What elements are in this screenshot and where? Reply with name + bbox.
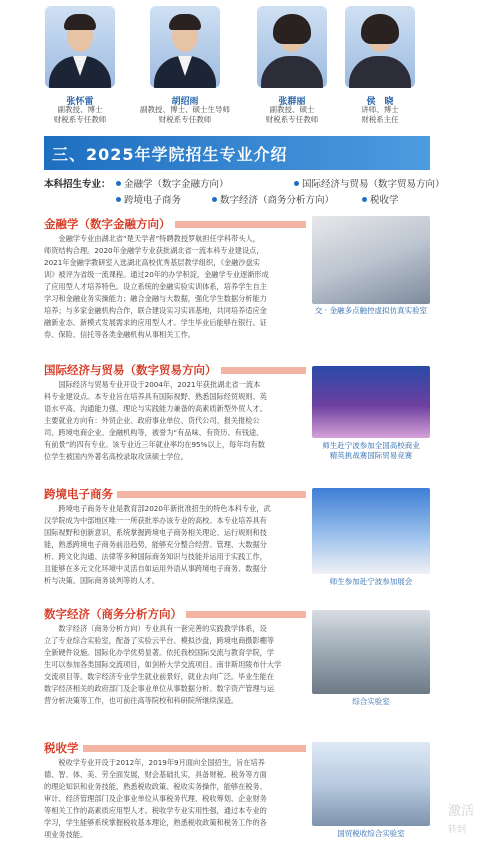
major-heading: 金融学（数字金融方向） [44,216,306,232]
bullet-icon [362,197,367,202]
majors-label: 本科招生专业： [44,179,111,190]
section-header [44,136,430,170]
expo-photo [312,488,430,574]
major-description: 国际经济与贸易专业开设于2004年，2021年获批湖北省一流本 科专业建设点。本专业旨在培养具有国际视野、熟悉国际经贸规则、英 语水平高、沟通能力强、理论与实践能力兼备的高素质新型外贸人才。 主要就业方向有：外贸企业、政府事业单位、货代公司、报关报检公 司、跨境电商企业、金融机构等，被誉为“有品味、有资历、有钱途、 有前景”的四有专业。该专业近三年就业率均在95%以上，每年均有数 位学生被国内外著名高校录取攻读硕士学位。 [44,380,267,461]
photo-caption: 综合实验室 [352,697,390,706]
activation-watermark-sub: 转到 [448,825,467,835]
bullet-icon [116,197,121,202]
major-item: 跨境电子商务 [116,192,181,206]
faculty-photo [45,6,115,88]
lab-photo [312,742,430,826]
section-title: 三、2025年学院招生专业介绍 [52,145,288,164]
lab-photo [312,610,430,694]
activation-watermark: 激活 [448,804,475,819]
bullet-icon [294,181,299,186]
major-item: 数字经济（商务分析方向） [212,192,334,206]
faculty-desc: 副教授、博士 财税系专任教师 [53,105,107,124]
faculty-row [30,0,430,132]
bullet-icon [116,181,121,186]
photo-caption: 师生赴宁波参加全国高校商业 精英挑战赛国际贸易竞赛 [322,441,420,460]
major-description: 税收学专业开设于2012年，2019年9月面向全国招生，旨在培养 德、智、体、美、劳全面发展，财会基础扎实，具备财税、税务等方面 的理论知识和业务技能，熟悉税收政策、税收实务操作，能够在税务、 审计、经济管理部门及企事业单位从事税务代理、税收筹划、企业财务 等相关工作的高素质应用型人才。税收学专业实用性强，通过本专业的 学习，学生能够系统掌握税收基本理论，熟悉税收政策和税务工作的各 项业务技能。 [44,758,267,839]
faculty-desc: 副教授、博士、硕士生导师 财税系专任教师 [140,105,230,124]
photo-caption: 国贸税收综合实验室 [337,829,405,838]
lab-photo [312,216,430,304]
bullet-icon [212,197,217,202]
major-heading: 国际经济与贸易（数字贸易方向） [44,362,306,378]
major-heading: 跨境电子商务 [44,486,306,502]
major-heading: 数字经济（商务分析方向） [44,606,306,622]
faculty-desc: 讲师、博士 财税系主任 [361,105,399,124]
faculty-name: 侯 晓 [366,97,394,107]
photo-caption: 交 · 金融多点触控虚拟仿真实验室 [314,306,428,315]
faculty-name: 胡绍雨 [171,97,199,107]
faculty-name: 张群丽 [278,97,306,107]
major-item: 国际经济与贸易（数字贸易方向） [294,176,445,190]
major-description: 跨境电子商务专业是教育部2020年新批准招生的特色本科专业，武 汉学院成为中部地区唯一一所获批举办该专业的高校。本专业培养具有 国际视野和创新意识，系统掌握跨境电子商务相关理论、运行规则和技 能，熟悉跨境电子商务前沿趋势，能够充分整合经营、管理、大数据分 析、跨文化沟通、法律等多种国际商务知识与技能并运用于实践工作， 且能够在多元文化环境中灵活自如运用外语从事跨境电子商务、数据分 析与决策、国际商务谈判等的人才。 [44,504,271,585]
competition-photo [312,366,430,438]
faculty-photo [345,6,415,88]
major-heading: 税收学 [44,740,306,756]
major-description: 金融学专业由湖北省“楚天学者”特聘教授罗航担任学科带头人， 师资结构合理。2020年金融学专业获批湖北省一流本科专业建设点， 2021年金融学教研室入选湖北高校优秀基层教学组织，《金融沙盘实 训》被评为省级一流课程。通过20年的办学积淀，金融学专业逐渐形成 了应用型人才培养特色。设立系统的金融实验实训体系，培养学生自主 学习和金融业务实操能力；融合金融与大数据，强化学生数据分析能力 培养；与多家金融机构合作，联合建设实习实训基地，共同培养适应金 融新业态、新模式发展需求的应用型人才。学生毕业后能够在银行、证 券、保险、信托等各类金融机构从事相关工作。 [44,234,269,339]
faculty-photo [257,6,327,88]
major-item: 税收学 [362,192,399,206]
faculty-photo [150,6,220,88]
major-item: 金融学（数字金融方向） [116,176,229,190]
faculty-desc: 副教授、硕士 财税系专任教师 [265,105,319,124]
faculty-name: 张怀雷 [66,97,94,107]
photo-caption: 师生参加赴宁波参加展会 [329,577,413,586]
major-description: 数字经济（商务分析方向）专业具有一套完善的实践教学体系，设 立了专业综合实验室，配备了实验云平台、模拟沙盘，跨境电商摄影棚等 全新硬件设施。国际化办学优势显著。依托我校国际交流与教育学院，学 生可以参加各类国际交流项目，如剑桥大学交流项目、南非斯坦陵布什大学 交流项目等。数字经济专业学生就业前景好，就业去向广泛。毕业生能在 数字经济相关的政府部门及企事业单位从事数据分析、数字资产管理与运 营分析决策等工作，也可前往高等院校和科研院所继续深造。 [44,624,282,705]
